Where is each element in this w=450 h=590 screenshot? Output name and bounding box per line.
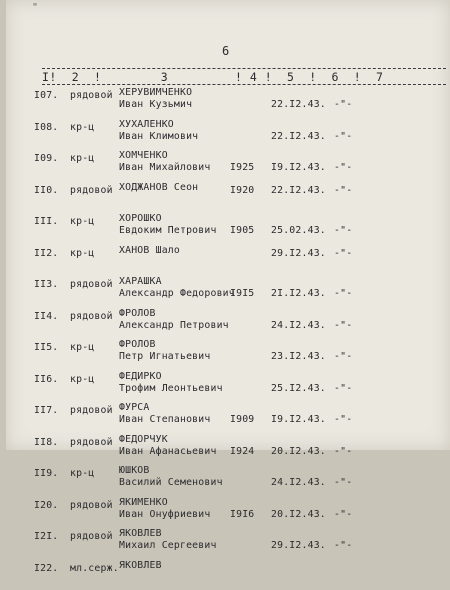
record-rank: рядовой [70, 437, 113, 448]
record-surname: ХЕРУВИМЧЕНКО [119, 87, 192, 98]
record-number: II5. [34, 342, 58, 353]
record-surname: ЮШКОВ [119, 465, 150, 476]
record-given-name: Иван Климович [119, 131, 198, 142]
record-given-name: Иван Степанович [119, 414, 210, 425]
table-row [6, 307, 450, 339]
record-number: I09. [34, 153, 58, 164]
record-date: 29.I2.43. [271, 540, 326, 551]
record-given-name: Иван Кузьмич [119, 99, 192, 110]
record-surname: ЯКОВЛЕВ [119, 560, 162, 571]
record-number: II6. [34, 374, 58, 385]
page-number: 6 [222, 44, 229, 58]
record-surname: ФРОЛОВ [119, 308, 156, 319]
record-birth-year: I925 [230, 162, 254, 173]
record-date: I9.I2.43. [271, 414, 326, 425]
record-rank: рядовой [70, 500, 113, 511]
record-given-name: Александр Петрович [119, 320, 229, 331]
record-given-name: Василий Семенович [119, 477, 223, 488]
record-rank: кр-ц [70, 216, 94, 227]
record-date: 29.I2.43. [271, 248, 326, 259]
record-surname: ФЕДОРЧУК [119, 434, 168, 445]
record-surname: ХОДЖАНОВ Сеон [119, 182, 198, 193]
table-row [6, 433, 450, 465]
record-ditto-mark: -"- [334, 99, 352, 110]
document-page [6, 0, 450, 450]
record-surname: ФЕДИРКО [119, 371, 162, 382]
table-row [6, 181, 450, 213]
record-rank: кр-ц [70, 374, 94, 385]
record-ditto-mark: -"- [334, 509, 352, 520]
table-header [42, 62, 446, 88]
record-ditto-mark: -"- [334, 185, 352, 196]
record-ditto-mark: -"- [334, 320, 352, 331]
record-surname: ХАНОВ Шало [119, 245, 180, 256]
record-given-name: Трофим Леонтьевич [119, 383, 223, 394]
table-row [6, 275, 450, 307]
record-birth-year: I920 [230, 185, 254, 196]
record-rank: рядовой [70, 185, 113, 196]
record-ditto-mark: -"- [334, 248, 352, 259]
record-rank: рядовой [70, 311, 113, 322]
record-rank: рядовой [70, 531, 113, 542]
record-surname: ХОРОШКО [119, 213, 162, 224]
record-given-name: Петр Игнатьевич [119, 351, 210, 362]
record-surname: ХУХАЛЕНКО [119, 119, 174, 130]
header-rule-bottom [42, 84, 446, 85]
record-ditto-mark: -"- [334, 288, 352, 299]
record-rank: рядовой [70, 90, 113, 101]
record-number: II3. [34, 279, 58, 290]
record-ditto-mark: -"- [334, 351, 352, 362]
record-number: I22. [34, 563, 58, 574]
record-number: I2I. [34, 531, 58, 542]
record-surname: ЯКОВЛЕВ [119, 528, 162, 539]
record-given-name: Иван Афанасьевич [119, 446, 217, 457]
record-rank: кр-ц [70, 122, 94, 133]
record-ditto-mark: -"- [334, 414, 352, 425]
record-rank: рядовой [70, 279, 113, 290]
record-rank: кр-ц [70, 153, 94, 164]
record-ditto-mark: -"- [334, 540, 352, 551]
record-number: II0. [34, 185, 58, 196]
table-row [6, 559, 450, 590]
record-given-name: Иван Онуфриевич [119, 509, 210, 520]
record-rank: кр-ц [70, 248, 94, 259]
record-date: 22.I2.43. [271, 99, 326, 110]
record-date: 2I.I2.43. [271, 288, 326, 299]
record-rank: мл.серж. [70, 563, 119, 574]
record-birth-year: I9I6 [230, 509, 254, 520]
record-date: 22.I2.43. [271, 131, 326, 142]
record-number: II7. [34, 405, 58, 416]
record-surname: ХОМЧЕНКО [119, 150, 168, 161]
corner-mark: " [32, 2, 38, 13]
record-surname: ФРОЛОВ [119, 339, 156, 350]
record-date: 23.I2.43. [271, 351, 326, 362]
record-date: 22.I2.43. [271, 185, 326, 196]
record-number: I20. [34, 500, 58, 511]
record-surname: ХАРАШКА [119, 276, 162, 287]
record-number: II9. [34, 468, 58, 479]
record-given-name: Иван Михайлович [119, 162, 210, 173]
record-list [6, 86, 450, 590]
table-row [6, 118, 450, 150]
record-ditto-mark: -"- [334, 225, 352, 236]
record-number: I07. [34, 90, 58, 101]
record-ditto-mark: -"- [334, 446, 352, 457]
record-ditto-mark: -"- [334, 477, 352, 488]
table-row [6, 244, 450, 276]
table-row [6, 149, 450, 181]
record-date: 25.I2.43. [271, 383, 326, 394]
table-row [6, 496, 450, 528]
record-number: II4. [34, 311, 58, 322]
record-date: I9.I2.43. [271, 162, 326, 173]
record-surname: ЯКИМЕНКО [119, 497, 168, 508]
record-surname: ФУРСА [119, 402, 150, 413]
table-row [6, 464, 450, 496]
record-birth-year: I909 [230, 414, 254, 425]
record-date: 24.I2.43. [271, 320, 326, 331]
record-date: 24.I2.43. [271, 477, 326, 488]
record-date: 25.02.43. [271, 225, 326, 236]
record-number: II8. [34, 437, 58, 448]
record-given-name: Евдоким Петрович [119, 225, 217, 236]
record-rank: кр-ц [70, 342, 94, 353]
record-given-name: Михаил Сергеевич [119, 540, 217, 551]
record-birth-year: I924 [230, 446, 254, 457]
table-row [6, 338, 450, 370]
record-date: 20.I2.43. [271, 446, 326, 457]
record-ditto-mark: -"- [334, 162, 352, 173]
record-number: III. [34, 216, 58, 227]
record-ditto-mark: -"- [334, 131, 352, 142]
record-number: II2. [34, 248, 58, 259]
table-row [6, 401, 450, 433]
table-row [6, 527, 450, 559]
record-birth-year: I9I5 [230, 288, 254, 299]
record-rank: рядовой [70, 405, 113, 416]
record-birth-year: I905 [230, 225, 254, 236]
record-number: I08. [34, 122, 58, 133]
record-rank: кр-ц [70, 468, 94, 479]
record-ditto-mark: -"- [334, 383, 352, 394]
table-row [6, 212, 450, 244]
record-date: 20.I2.43. [271, 509, 326, 520]
table-row [6, 370, 450, 402]
table-row [6, 86, 450, 118]
header-rule-top [42, 68, 446, 69]
record-given-name: Александр Федорович [119, 288, 235, 299]
column-numbers: I! 2 ! 3 ! 4 ! 5 ! 6 ! 7 [42, 70, 384, 84]
